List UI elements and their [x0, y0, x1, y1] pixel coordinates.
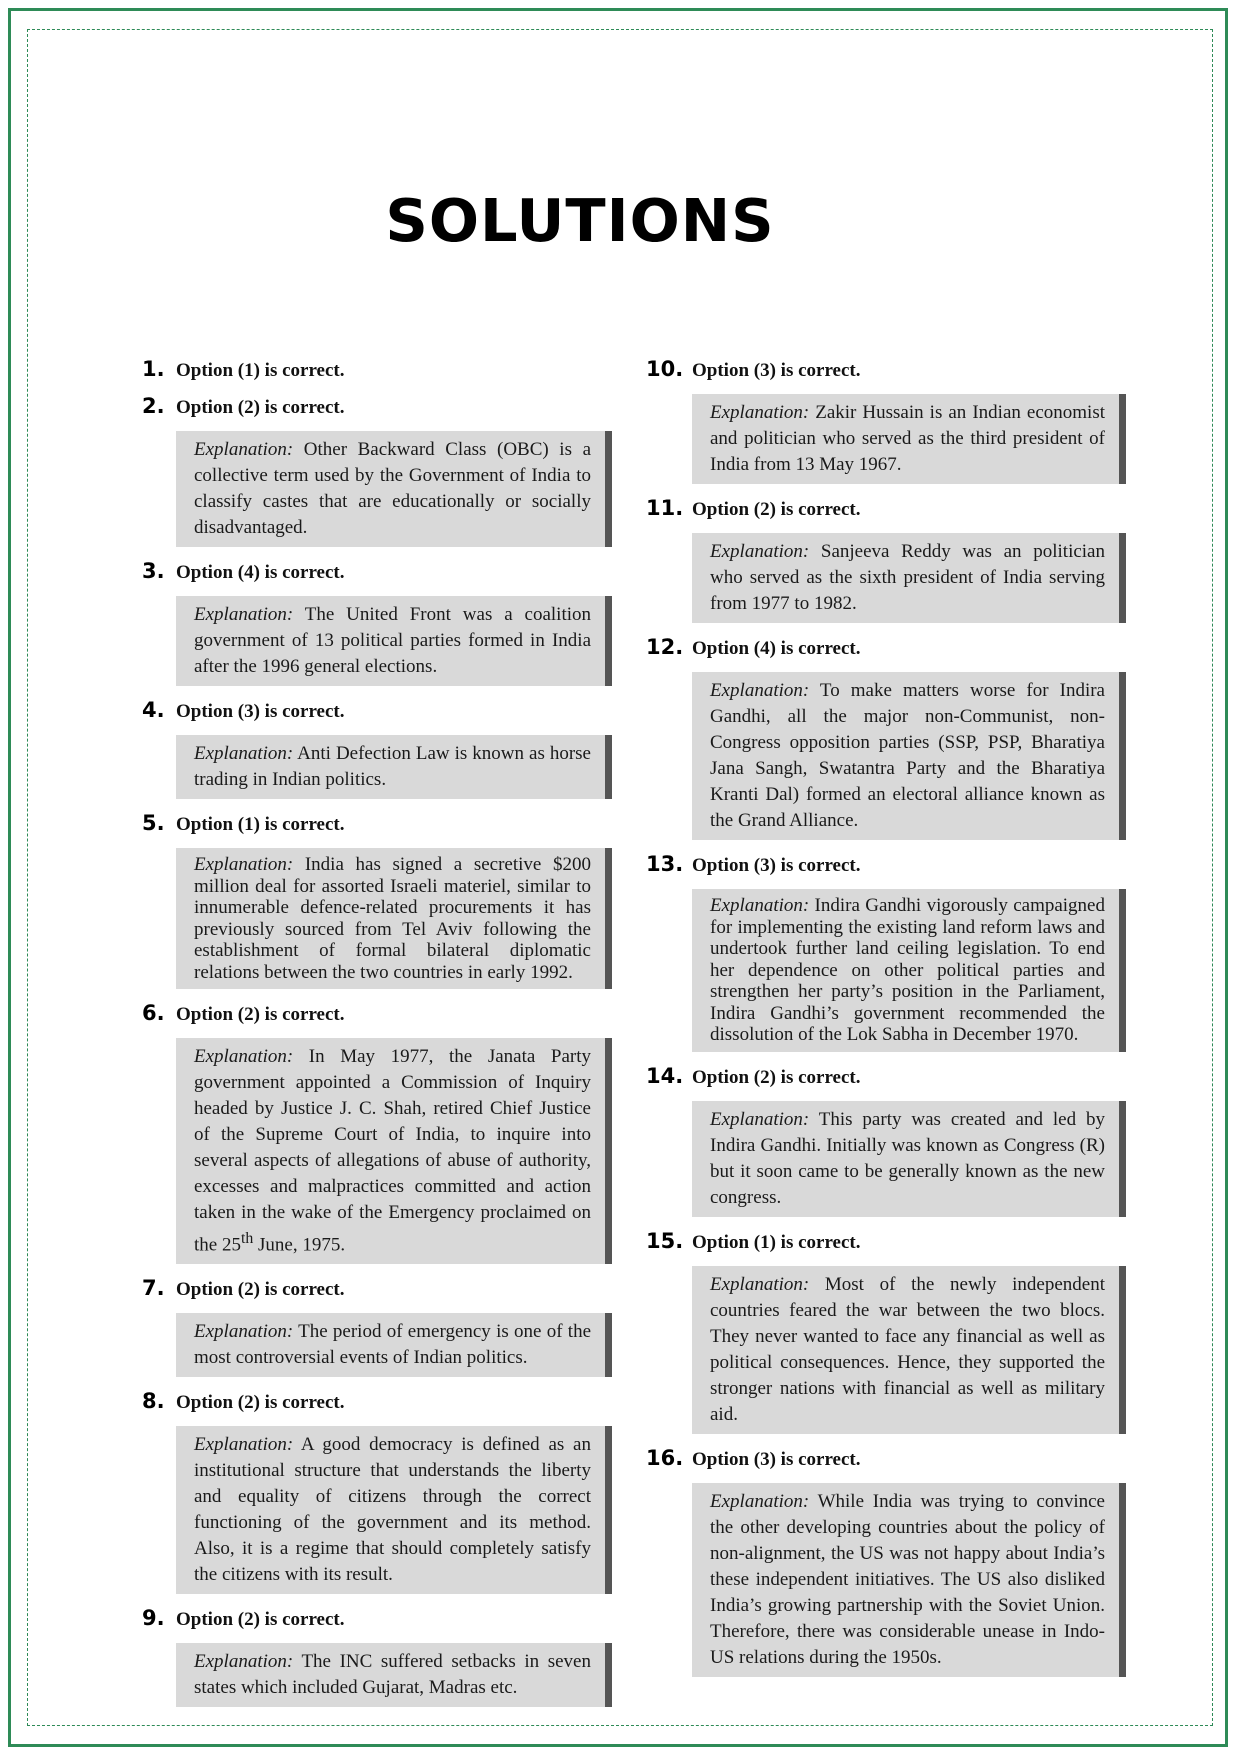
explanation-box [692, 1266, 1126, 1434]
explanation-label: Explanation: [710, 895, 810, 916]
superscript: th [240, 1230, 254, 1247]
question-15 [646, 1229, 1126, 1254]
explanation-text: Zakir Hussain is an Indian economist and politician who served as the third president of India from 13 May 1967. [710, 402, 1105, 475]
explanation-label: Explanation: [710, 402, 810, 423]
question-number: 4. [142, 698, 165, 722]
answer-text: Option (2) is correct. [176, 397, 345, 418]
explanation-box [176, 735, 612, 799]
explanation-box [692, 672, 1126, 840]
question-number: 1. [142, 357, 165, 381]
explanation-text: The period of emergency is one of the most controversial events of Indian politics. [194, 1321, 591, 1369]
answer-text: Option (2) is correct. [692, 1066, 861, 1088]
answer-text: Option (1) is correct. [176, 814, 345, 835]
answer-text: Option (3) is correct. [692, 360, 861, 381]
page-title: SOLUTIONS [385, 186, 775, 255]
explanation-label: Explanation: [194, 1651, 294, 1673]
explanation-text: While India was trying to convince the other developing countries about the policy of non-alignment, the US was not happy about India’s these independent initiatives. The US also disliked India’s growing partnership with the Soviet Union. Therefore, there was considerable unease in Indo- US relations during the 1950s. [710, 1490, 1105, 1668]
question-8 [142, 1389, 612, 1414]
explanation-label: Explanation: [710, 1108, 810, 1130]
explanation-label: Explanation: [194, 439, 294, 460]
explanation-label: Explanation: [194, 854, 294, 875]
question-number: 13. [646, 852, 684, 876]
answer-text: Option (2) is correct. [692, 499, 861, 520]
question-11 [646, 496, 1126, 521]
explanation-text: The INC suffered setbacks in seven states which included Gujarat, Madras etc. [194, 1651, 591, 1699]
explanation-text: The United Front was a coalition government of 13 political parties formed in India after the 1996 general elections. [194, 604, 591, 677]
explanation-box [176, 1038, 612, 1264]
answer-text: Option (1) is correct. [692, 1231, 861, 1253]
explanation-box [692, 394, 1126, 484]
question-number: 16. [646, 1445, 684, 1470]
question-4 [142, 698, 612, 723]
question-number: 8. [142, 1389, 165, 1414]
answer-text: Option (4) is correct. [692, 638, 861, 659]
question-number: 15. [646, 1228, 684, 1253]
question-number: 12. [646, 635, 684, 659]
answer-text: Option (4) is correct. [176, 562, 345, 583]
explanation-label: Explanation: [194, 604, 294, 625]
question-number: 6. [142, 1001, 165, 1025]
explanation-text: Other Backward Class (OBC) is a collective term used by the Government of India to classify castes that are educationally or socially disadvantaged. [194, 439, 591, 538]
explanation-box [176, 596, 612, 686]
explanation-label: Explanation: [194, 1321, 294, 1343]
explanation-box [176, 1643, 612, 1707]
explanation-text: To make matters worse for Indira Gandhi, all the major non-Communist, non- Congress opposition parties (SSP, PSP, Bharatiya Jana Sangh, Swatantra Party and the Bharatiya Kranti Dal) formed an electoral alliance known as the Grand Alliance. [710, 680, 1105, 831]
question-number: 9. [142, 1606, 165, 1631]
question-number: 11. [646, 496, 684, 520]
question-number: 3. [142, 559, 165, 583]
question-13 [646, 852, 1126, 877]
explanation-box [176, 848, 612, 989]
explanation-text: Most of the newly independent countries feared the war between the two blocs. They never wanted to face any financial as well as political consequences. Hence, they supported the stronger nations with financial as well as military aid. [710, 1273, 1105, 1425]
question-number: 14. [646, 1063, 684, 1088]
explanation-label: Explanation: [710, 1273, 810, 1295]
question-12 [646, 635, 1126, 660]
question-7 [142, 1276, 612, 1301]
answer-text: Option (3) is correct. [176, 701, 345, 722]
question-14 [646, 1064, 1126, 1089]
explanation-label: Explanation: [710, 1490, 810, 1512]
answer-text: Option (1) is correct. [176, 360, 345, 381]
question-16 [646, 1446, 1126, 1471]
explanation-box [176, 1313, 612, 1377]
question-number: 5. [142, 811, 165, 835]
explanation-box [176, 431, 612, 547]
question-5 [142, 811, 612, 836]
question-6 [142, 1001, 612, 1026]
explanation-label: Explanation: [194, 743, 294, 764]
explanation-label: Explanation: [710, 680, 810, 701]
explanation-text: Anti Defection Law is known as horse trading in Indian politics. [194, 743, 591, 790]
question-number: 2. [142, 394, 165, 418]
left-column [142, 357, 612, 1719]
answer-text: Option (2) is correct. [176, 1279, 345, 1301]
question-number: 10. [646, 357, 684, 381]
explanation-text: Indira Gandhi vigorously campaigned for implementing the existing land reform laws and undertook further land ceiling legislation. To end her dependence on other political parties and strengthen her party’s position in the Parliament, Indira Gandhi’s government recommended the dissolution of the Lok Sabha in December 1970. [710, 895, 1105, 1045]
explanation-label: Explanation: [710, 541, 810, 562]
explanation-text-end: June, 1975. [253, 1234, 346, 1256]
answer-text: Option (2) is correct. [176, 1392, 345, 1414]
explanation-text: India has signed a secretive $200 million deal for assorted Israeli materiel, similar to innumerable defence-related procurements it has previously sourced from Tel Aviv following the establishment of formal bilateral diplomatic relations between the two countries in early 1992. [194, 854, 591, 983]
answer-text: Option (2) is correct. [176, 1004, 345, 1025]
explanation-box [692, 533, 1126, 623]
explanation-text: Sanjeeva Reddy was an politician who served as the sixth president of India serving from 1977 to 1982. [710, 541, 1105, 614]
explanation-text: In May 1977, the Janata Party government appointed a Commission of Inquiry headed by Justice J. C. Shah, retired Chief Justice of the Supreme Court of India, to inquire into several aspects of allegations of abuse of authority, excesses and malpractices committed and action taken in the wake of the Emergency proclaimed on the 25 [194, 1046, 591, 1256]
question-1 [142, 357, 612, 382]
right-column [646, 357, 1126, 1689]
question-2 [142, 394, 612, 419]
explanation-label: Explanation: [194, 1046, 294, 1067]
explanation-label: Explanation: [194, 1434, 294, 1456]
explanation-box [176, 1426, 612, 1594]
explanation-box [692, 889, 1126, 1052]
answer-text: Option (3) is correct. [692, 855, 861, 876]
answer-text: Option (2) is correct. [176, 1609, 345, 1631]
explanation-text: This party was created and led by Indira Gandhi. Initially was known as Congress (R) but it soon came to be generally known as the new congress. [710, 1108, 1105, 1208]
answer-text: Option (3) is correct. [692, 1448, 861, 1470]
question-number: 7. [142, 1276, 165, 1301]
question-9 [142, 1606, 612, 1631]
explanation-box [692, 1483, 1126, 1677]
explanation-text: A good democracy is defined as an institutional structure that understands the liberty and equality of citizens through the correct functioning of the government and its method. Also, it is a regime that should completely satisfy the citizens with its result. [194, 1434, 591, 1586]
explanation-box [692, 1101, 1126, 1217]
question-3 [142, 559, 612, 584]
question-10 [646, 357, 1126, 382]
